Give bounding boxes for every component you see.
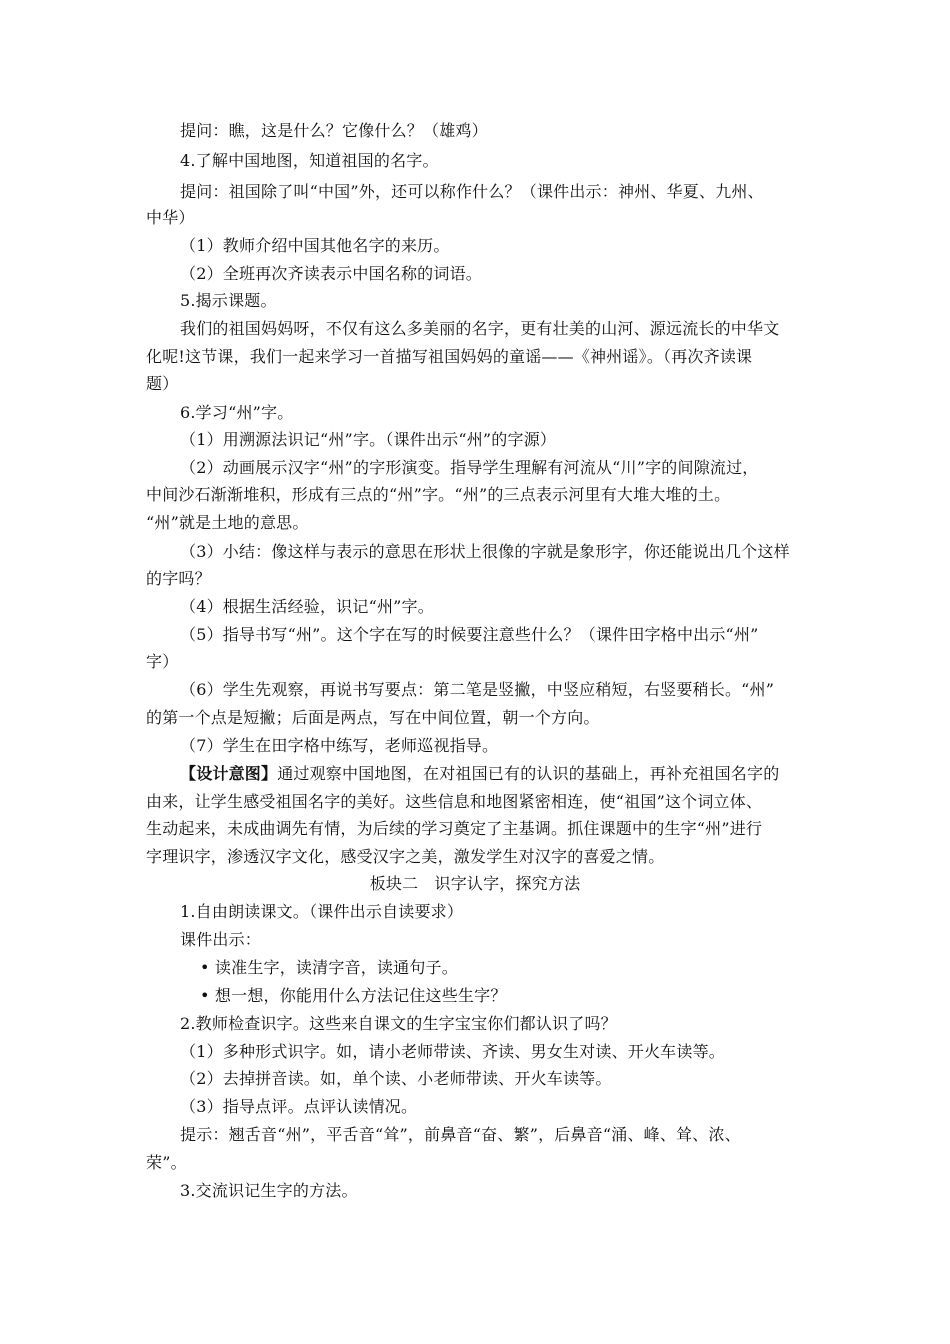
paragraph-line: 提问：瞧，这是什么？它像什么？（雄鸡） bbox=[180, 121, 488, 140]
list-item: （4）根据生活经验，识记“州”字。 bbox=[180, 597, 434, 616]
list-item: （6）学生先观察，再说书写要点：第二笔是竖撇，中竖应稍短，右竖要稍长。“州” bbox=[180, 680, 775, 699]
paragraph-line: 题） bbox=[146, 374, 179, 393]
bullet-item: • 读准生字，读清字音，读通句子。 bbox=[200, 958, 458, 977]
design-intent-line bbox=[180, 763, 779, 785]
list-item: （1）多种形式识字。如，请小老师带读、齐读、男女生对读、开火车读等。 bbox=[180, 1042, 725, 1061]
paragraph-line: “州”就是土地的意思。 bbox=[146, 513, 309, 532]
list-item: （1）教师介绍中国其他名字的来历。 bbox=[180, 236, 450, 255]
list-item: （3）小结：像这样与表示的意思在形状上很像的字就是象形字，你还能说出几个这样 bbox=[180, 542, 790, 561]
paragraph-line: 的字吗？ bbox=[146, 569, 211, 588]
paragraph-line: 荣”。 bbox=[146, 1153, 187, 1172]
section-heading: 5.揭示课题。 bbox=[180, 291, 277, 310]
list-item: （2）全班再次齐读表示中国名称的词语。 bbox=[180, 264, 482, 283]
list-item: （3）指导点评。点评认读情况。 bbox=[180, 1097, 418, 1116]
section-heading: 3.交流识记生字的方法。 bbox=[180, 1181, 358, 1200]
block-heading: 板块二 识字认字，探究方法 bbox=[369, 874, 581, 893]
design-intent-label: 【设计意图】 bbox=[180, 764, 278, 783]
list-item: （2）去掉拼音读。如，单个读、小老师带读、开火车读等。 bbox=[180, 1069, 612, 1088]
paragraph-line: 字） bbox=[146, 652, 179, 671]
section-heading: 6.学习“州”字。 bbox=[180, 403, 294, 422]
section-heading: 2.教师检查识字。这些来自课文的生字宝宝你们都认识了吗？ bbox=[180, 1014, 617, 1033]
section-heading: 1.自由朗读课文。（课件出示自读要求） bbox=[180, 902, 464, 921]
paragraph-line: 生动起来，未成曲调先有情，为后续的学习奠定了主基调。抓住课题中的生字“州”进行 bbox=[146, 819, 763, 838]
paragraph-line: 提问：祖国除了叫“中国”外，还可以称作什么？（课件出示：神州、华夏、九州、 bbox=[180, 182, 764, 201]
list-item: （1）用溯源法识记“州”字。（课件出示“州”的字源） bbox=[180, 430, 557, 449]
list-item: （7）学生在田字格中练写，老师巡视指导。 bbox=[180, 736, 499, 755]
list-item: （5）指导书写“州”。这个字在写的时候要注意些什么？（课件田字格中出示“州” bbox=[180, 625, 759, 644]
paragraph-line: 提示：翘舌音“州”，平舌音“耸”，前鼻音“奋、繁”，后鼻音“涌、峰、耸、浓、 bbox=[180, 1125, 741, 1144]
design-intent-text: 通过观察中国地图，在对祖国已有的认识的基础上，再补充祖国名字的 bbox=[277, 764, 780, 783]
paragraph-line: 课件出示： bbox=[180, 930, 262, 949]
paragraph-line: 由来，让学生感受祖国名字的美好。这些信息和地图紧密相连，使“祖国”这个词立体、 bbox=[146, 792, 763, 811]
paragraph-line: 的第一个点是短撇；后面是两点，写在中间位置，朝一个方向。 bbox=[146, 708, 600, 727]
paragraph-line: 中间沙石渐渐堆积，形成有三点的“州”字。“州”的三点表示河里有大堆大堆的土。 bbox=[146, 485, 731, 504]
paragraph-line: 字理识字，渗透汉字文化，感受汉字之美，激发学生对汉字的喜爱之情。 bbox=[146, 847, 665, 866]
paragraph-line: 中华） bbox=[146, 208, 195, 227]
list-item: （2）动画展示汉字“州”的字形演变。指导学生理解有河流从“川”字的间隙流过， bbox=[180, 458, 759, 477]
bullet-item: • 想一想，你能用什么方法记住这些生字？ bbox=[200, 986, 507, 1005]
section-heading: 4.了解中国地图，知道祖国的名字。 bbox=[180, 151, 439, 170]
paragraph-line: 我们的祖国妈妈呀，不仅有这么多美丽的名字，更有壮美的山河、源远流长的中华文 bbox=[180, 319, 780, 338]
paragraph-line: 化呢!这节课，我们一起来学习一首描写祖国妈妈的童谣——《神州谣》。（再次齐读课 bbox=[146, 347, 753, 366]
